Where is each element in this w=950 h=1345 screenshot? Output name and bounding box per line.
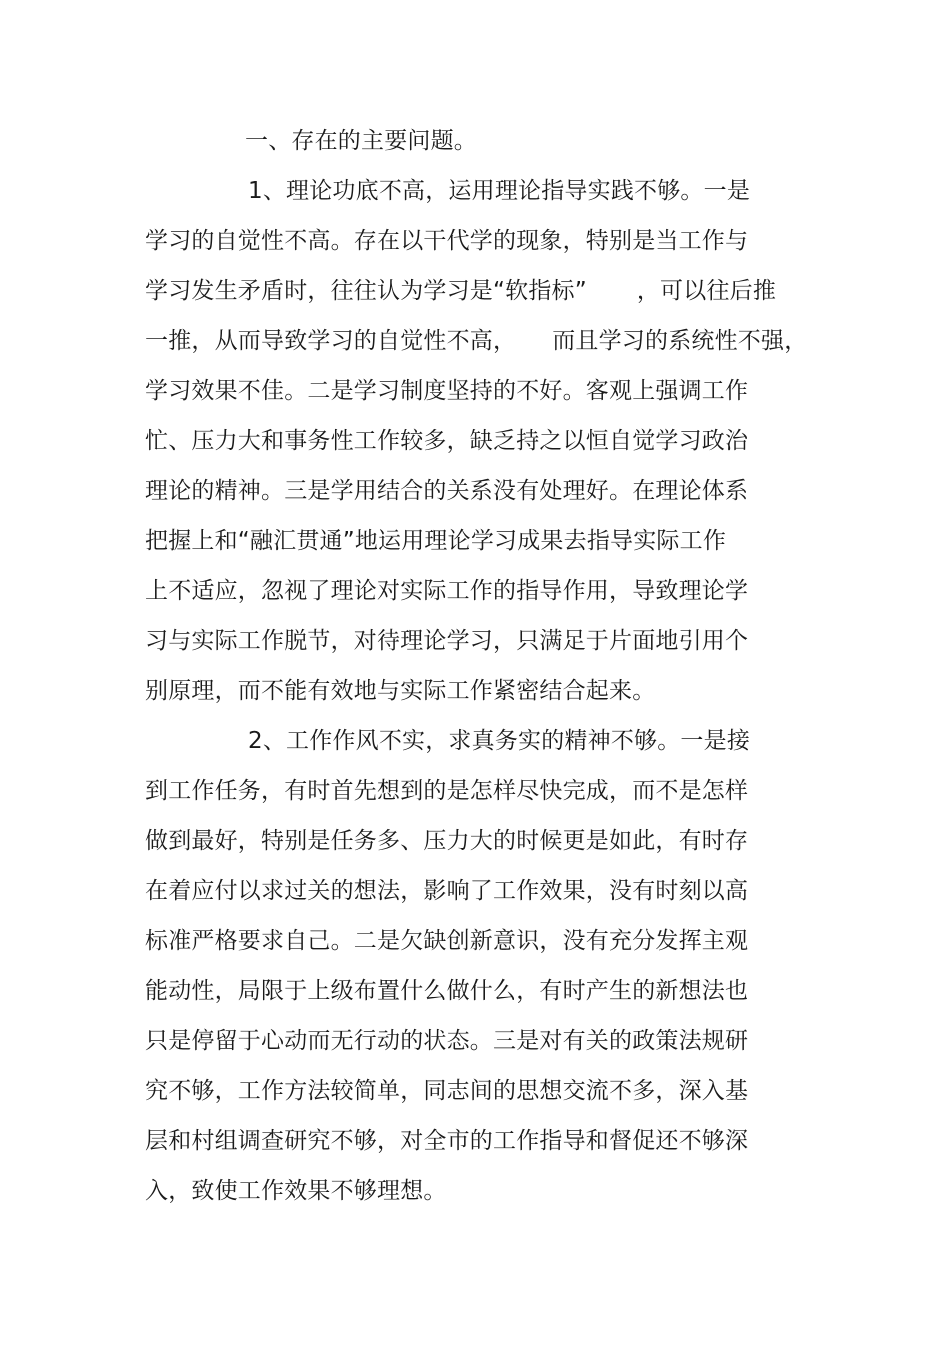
section2-line4: 在着应付以求过关的想法，影响了工作效果，没有时刻以高 bbox=[145, 878, 749, 904]
section1-line1: 1、理论功底不高，运用理论指导实践不够。一是 bbox=[248, 178, 751, 204]
section1-line4-part-a: 一推，从而导致学习的自觉性不高， bbox=[145, 328, 517, 354]
section1-line3-part-a: 学习发生矛盾时，往往认为学习是“软指标” bbox=[145, 278, 587, 304]
section2-line5: 标准严格要求自己。二是欠缺创新意识，没有充分发挥主观 bbox=[145, 928, 749, 954]
section1-line4-part-b: 而且学习的系统性不强， bbox=[552, 328, 808, 354]
section-heading: 一、存在的主要问题。 bbox=[245, 128, 477, 154]
section2-line6: 能动性，局限于上级布置什么做什么，有时产生的新想法也 bbox=[145, 978, 749, 1004]
section1-line2: 学习的自觉性不高。存在以干代学的现象，特别是当工作与 bbox=[145, 228, 749, 254]
section1-line3 bbox=[145, 276, 776, 306]
section1-line10: 习与实际工作脱节，对待理论学习，只满足于片面地引用个 bbox=[145, 628, 749, 654]
section1-line7: 理论的精神。三是学用结合的关系没有处理好。在理论体系 bbox=[145, 478, 749, 504]
section2-line10: 入，致使工作效果不够理想。 bbox=[145, 1178, 447, 1204]
section2-line2: 到工作任务，有时首先想到的是怎样尽快完成，而不是怎样 bbox=[145, 778, 749, 804]
section1-line11: 别原理，而不能有效地与实际工作紧密结合起来。 bbox=[145, 678, 656, 704]
section2-line7: 只是停留于心动而无行动的状态。三是对有关的政策法规研 bbox=[145, 1028, 749, 1054]
section1-line3-part-b: ，可以往后推 bbox=[636, 278, 777, 304]
section2-line8: 究不够，工作方法较简单，同志间的思想交流不多，深入基 bbox=[145, 1078, 749, 1104]
section1-line4 bbox=[145, 326, 807, 356]
section1-line6: 忙、压力大和事务性工作较多，缺乏持之以恒自觉学习政治 bbox=[145, 428, 749, 454]
section1-line8: 把握上和“融汇贯通”地运用理论学习成果去指导实际工作 bbox=[145, 528, 727, 554]
section2-line1: 2、工作作风不实，求真务实的精神不够。一是接 bbox=[248, 728, 751, 754]
section2-line3: 做到最好，特别是任务多、压力大的时候更是如此，有时存 bbox=[145, 828, 749, 854]
section1-line5: 学习效果不佳。二是学习制度坚持的不好。客观上强调工作 bbox=[145, 378, 749, 404]
section2-line9: 层和村组调查研究不够，对全市的工作指导和督促还不够深 bbox=[145, 1128, 749, 1154]
section1-line9: 上不适应，忽视了理论对实际工作的指导作用，导致理论学 bbox=[145, 578, 749, 604]
